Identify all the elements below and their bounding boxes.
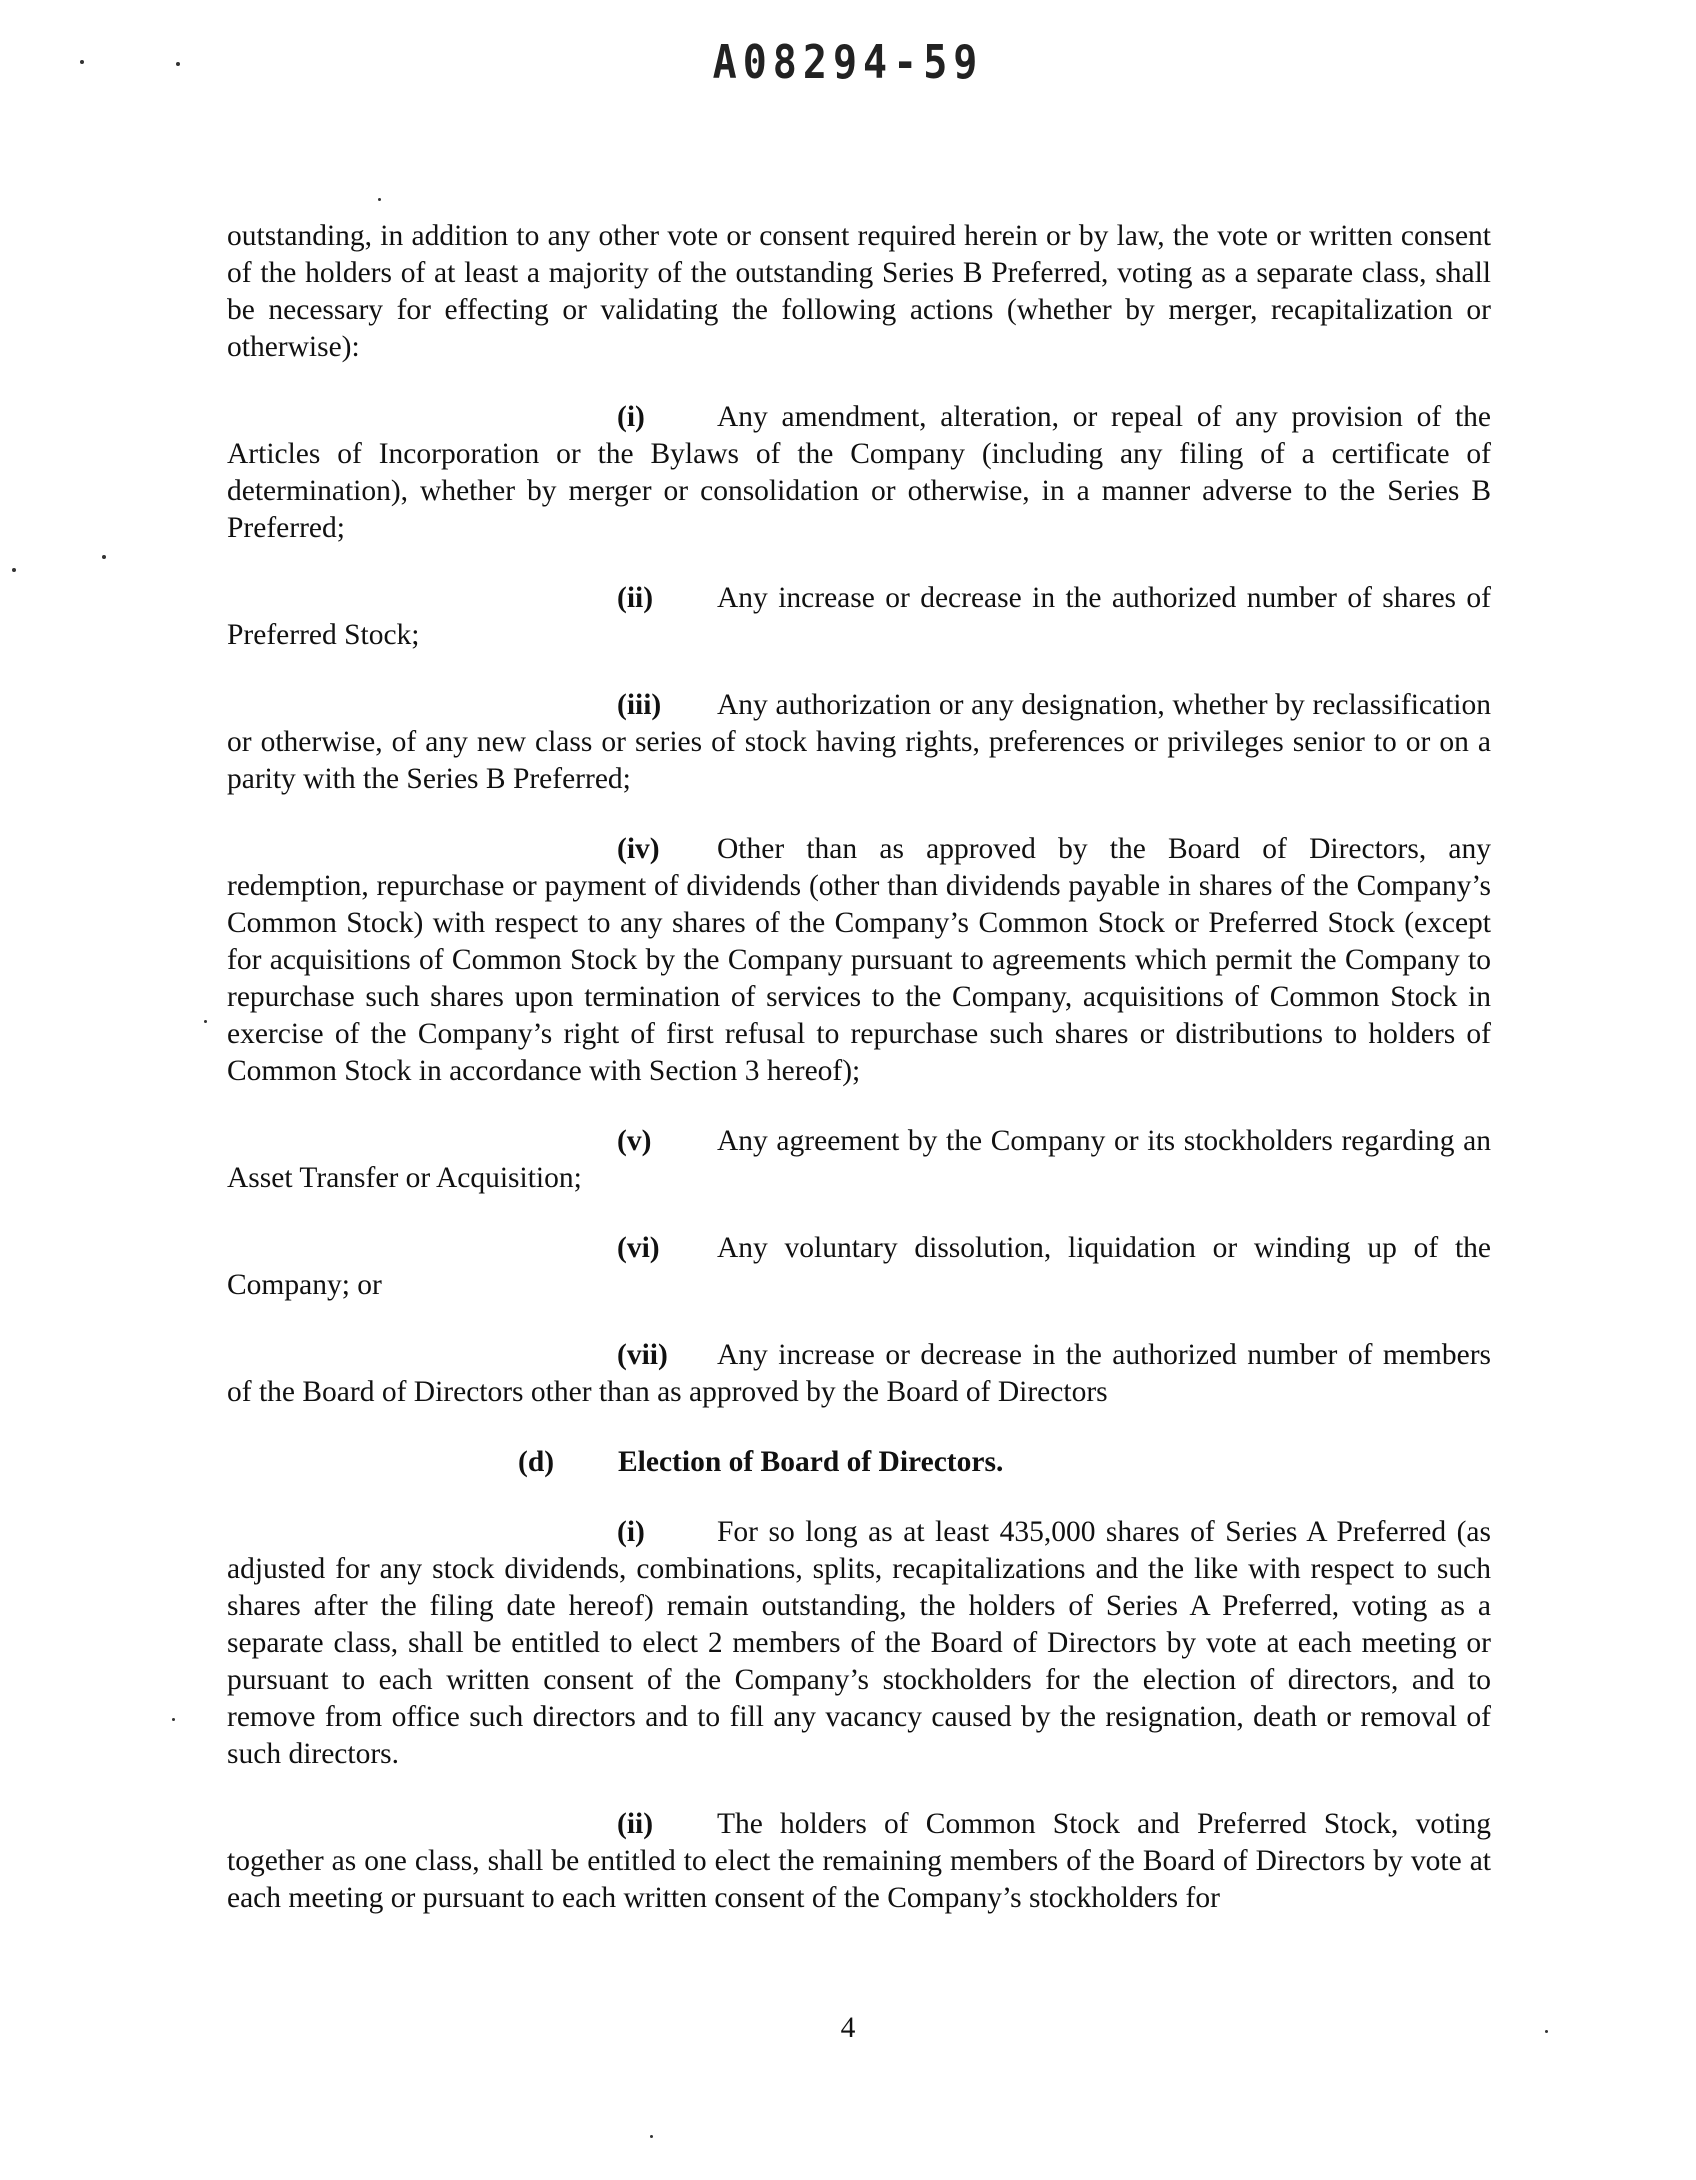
- intro-paragraph: outstanding, in addition to any other vote or consent required herein or by law, the vote or written consent of the holders of at least a majority of the outstanding Series B Preferred, voting as a separate class, shall be necessary for effecting or validating the following actions (whether by merger, recapitalization or otherwise):: [227, 220, 1491, 363]
- clause-number: (iv): [617, 833, 660, 865]
- clause-text: The holders of Common Stock and Preferred Stock, voting together as one class, shall be entitled to elect the remaining members of the Board of Directors by vote at each meeting or pursuant to each written consent of the Company’s stockholders for: [227, 1808, 1491, 1914]
- scan-speck: [650, 2135, 653, 2138]
- clause-text: Any increase or decrease in the authorized number of members of the Board of Directors other than as approved by the Board of Directors: [227, 1339, 1491, 1408]
- clause-c-v: [227, 1123, 1491, 1197]
- scan-speck: [172, 1718, 175, 1721]
- clause-c-ii: [227, 580, 1491, 654]
- clause-number: (i): [617, 1516, 645, 1548]
- clause-text: For so long as at least 435,000 shares of Series A Preferred (as adjusted for any stock dividends, combinations, splits, recapitalizations and the like with respect to such shares after the filing date hereof) remain outstanding, the holders of Series A Preferred, voting as a separate class, shall be entitled to elect 2 members of the Board of Directors by vote at each meeting or pursuant to each written consent of the Company’s stockholders for the election of directors, and to remove from office such directors and to fill any vacancy caused by the resignation, death or removal of such directors.: [227, 1516, 1491, 1770]
- clause-text: Other than as approved by the Board of Directors, any redemption, repurchase or payment of dividends (other than dividends payable in shares of the Company’s Common Stock) with respect to any shares of the Company’s Common Stock or Preferred Stock (except for acquisitions of Common Stock by the Company pursuant to agreements which permit the Company to repurchase such shares upon termination of services to the Company, acquisitions of Common Stock in exercise of the Company’s right of first refusal to repurchase such shares or distributions to holders of Common Stock in accordance with Section 3 hereof);: [227, 833, 1491, 1087]
- section-d-heading: [227, 1444, 1491, 1481]
- clause-text: Any increase or decrease in the authorized number of shares of Preferred Stock;: [227, 582, 1491, 651]
- document-body: [227, 218, 1491, 1950]
- clause-number: (vii): [617, 1339, 668, 1371]
- clause-c-vi: [227, 1230, 1491, 1304]
- scan-speck: [176, 62, 180, 66]
- scan-speck: [80, 60, 84, 64]
- scan-speck: [378, 198, 381, 201]
- clause-number: (i): [617, 401, 645, 433]
- clause-text: Any agreement by the Company or its stockholders regarding an Asset Transfer or Acquisition;: [227, 1125, 1491, 1194]
- clause-c-iv: [227, 831, 1491, 1090]
- clause-text: Any authorization or any designation, whether by reclassification or otherwise, of any new class or series of stock having rights, preferences or privileges senior to or on a parity with the Series B Preferred;: [227, 689, 1491, 795]
- clause-number: (ii): [617, 582, 654, 614]
- section-title: Election of Board of Directors.: [618, 1446, 1004, 1478]
- clause-text: Any amendment, alteration, or repeal of any provision of the Articles of Incorporation or the Bylaws of the Company (including any filing of a certificate of determination), whether by merger or consolidation or otherwise, in a manner adverse to the Series B Preferred;: [227, 401, 1491, 544]
- clause-c-i: [227, 399, 1491, 547]
- scan-speck: [12, 568, 16, 572]
- clause-number: (ii): [617, 1808, 654, 1840]
- document-stamp: A08294-59: [712, 36, 984, 90]
- scan-speck: [204, 1020, 207, 1023]
- clause-text: Any voluntary dissolution, liquidation or winding up of the Company; or: [227, 1232, 1491, 1301]
- clause-c-iii: [227, 687, 1491, 798]
- clause-number: (vi): [617, 1232, 660, 1264]
- clause-number: (iii): [617, 689, 662, 721]
- page-number: 4: [840, 2012, 856, 2044]
- clause-number: (v): [617, 1125, 652, 1157]
- scan-speck: [102, 555, 106, 559]
- clause-d-ii: [227, 1806, 1491, 1917]
- clause-d-i: [227, 1514, 1491, 1773]
- section-number: (d): [518, 1446, 555, 1478]
- clause-c-vii: [227, 1337, 1491, 1411]
